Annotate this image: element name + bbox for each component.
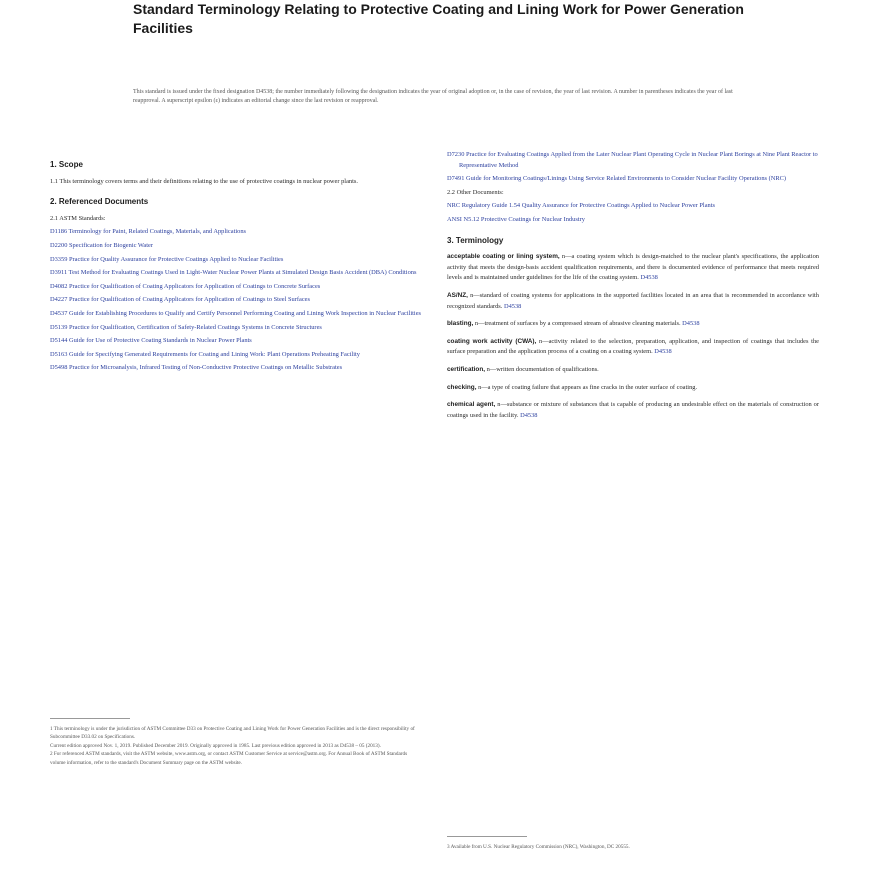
document-title: Standard Terminology Relating to Protective Coating and Lining Work for Power Generation Facilities <box>133 1 744 36</box>
term-entry <box>447 252 819 284</box>
reference-item[interactable]: D3911 Test Method for Evaluating Coatings Used in Light-Water Nuclear Power Plants at Simulated Design Basis Accident (DBA) Conditions <box>50 269 417 277</box>
reference-item[interactable]: D1186 Terminology for Paint, Related Coatings, Materials, and Applications <box>50 228 247 236</box>
other-documents-subheading: 2.2 Other Documents: <box>447 188 504 196</box>
section-heading-terminology: 3. Terminology <box>447 235 504 245</box>
astm-standards-subheading: 2.1 ASTM Standards: <box>50 214 106 222</box>
term-standard-link[interactable]: D4538 <box>640 274 658 282</box>
term-name: acceptable coating or lining system, <box>447 253 560 261</box>
footnotes <box>50 718 422 767</box>
term-name: checking, <box>447 383 477 391</box>
term-standard-link[interactable]: D4538 <box>682 320 700 328</box>
reference-item[interactable]: D2200 Specification for Biogenic Water <box>50 241 154 249</box>
section-heading-references: 2. Referenced Documents <box>50 197 149 207</box>
term-name: blasting, <box>447 320 474 328</box>
term-entry <box>447 400 819 421</box>
reference-item[interactable]: D5498 Practice for Microanalysis, Infrared Testing of Non-Conductive Protective Coatings on Metallic Substrates <box>50 364 343 372</box>
right-footnotes <box>447 836 819 851</box>
reference-item[interactable]: NRC Regulatory Guide 1.54 Quality Assurance for Protective Coatings Applied to Nuclear Power Plants <box>447 202 716 210</box>
term-entry <box>447 319 819 330</box>
term-standard-link[interactable]: D4538 <box>503 302 522 310</box>
footnote-divider <box>50 718 130 719</box>
reference-item[interactable]: D5139 Practice for Qualification, Certification of Safety-Related Coatings Systems in Concrete Structures <box>50 323 322 331</box>
term-definition: n—written documentation of qualifications. <box>486 365 599 373</box>
footnote: 2 For referenced ASTM standards, visit the ASTM website, www.astm.org, or contact ASTM Customer Service at service@astm.org. For Annual Book of ASTM Standards volume information, refer to the standard's Document Summary page on the ASTM website. <box>50 751 408 766</box>
left-column <box>50 150 422 377</box>
term-definition: n—substance or mixture of substances that is capable of producing an undesirable effect on the materials of construction or coatings used in the facility. <box>447 401 819 419</box>
term-entry <box>447 383 819 394</box>
designation-note: This standard is issued under the fixed designation D4538; the number immediately following the designation indicates the year of original adoption or, in the case of revision, the year of last revision. A number in parentheses indicates the year of last reapproval. A superscript epsilon (ε) indicates an editorial change since the last revision or reapproval. <box>133 89 733 104</box>
footnote: 1 This terminology is under the jurisdiction of ASTM Committee D33 on Protective Coating and Lining Work for Power Generation Facilities and is the direct responsibility of Subcommittee D33.02 on Specifications. <box>50 726 415 741</box>
reference-item[interactable]: D4082 Practice for Qualification of Coating Applicators for Application of Coatings to Concrete Surfaces <box>50 282 321 290</box>
footnote-divider <box>447 836 527 837</box>
reference-item[interactable]: D5163 Guide for Specifying Generated Requirements for Coating and Lining Work: Plant Operations Preheating Facility <box>50 350 360 358</box>
term-name: coating work activity (CWA), <box>447 337 537 345</box>
term-definition: n—treatment of surfaces by a compressed stream of abrasive cleaning materials. <box>474 320 681 328</box>
term-entry <box>447 291 819 312</box>
reference-item[interactable]: D5144 Guide for Use of Protective Coating Standards in Nuclear Power Plants <box>50 337 252 345</box>
term-definition: n—activity related to the selection, preparation, application, and inspection of coatings that includes the surface preparation and the application process of a coating on a coating system. <box>447 337 819 356</box>
term-name: certification, <box>447 365 485 373</box>
term-standard-link[interactable]: D4538 <box>654 348 672 356</box>
reference-item[interactable]: D3359 Practice for Quality Assurance for Protective Coatings Applied to Nuclear Facilities <box>50 255 284 263</box>
term-standard-link[interactable]: D4538 <box>520 411 538 419</box>
term-definition: n—a type of coating failure that appears as fine cracks in the outer surface of coating. <box>478 383 698 391</box>
footnote: 3 Available from U.S. Nuclear Regulatory Commission (NRC), Washington, DC 20555. <box>447 844 630 850</box>
term-entry <box>447 337 819 358</box>
term-name: AS/NZ, <box>447 291 468 299</box>
reference-item[interactable]: ANSI N5.12 Protective Coatings for Nuclear Industry <box>447 215 585 223</box>
section-heading-scope: 1. Scope <box>50 160 83 169</box>
term-name: chemical agent, <box>447 401 496 409</box>
reference-item[interactable]: D4227 Practice for Qualification of Coating Applicators for Application of Coatings to Steel Surfaces <box>50 296 311 304</box>
term-definition: n—a coating system which is design-matched to the nuclear plant's specifications, the application activity that meets the design-basis accident qualification requirements, and there is documented evidence of performance that meets required levels and is maintained under guidelines for the life of the coating system. <box>447 253 819 282</box>
footnote: Current edition approved Nov. 1, 2019. Published December 2019. Originally approved in 1985. Last previous edition approved in 2013 as D4538 – 05 (2013). <box>50 742 381 749</box>
term-definition: n—standard of coating systems for applications in the supported facilities located in an area that is recommended in accordance with recognized standards. <box>447 291 819 310</box>
right-column <box>447 150 819 428</box>
reference-item[interactable]: D4537 Guide for Establishing Procedures to Qualify and Certify Personnel Performing Coating and Lining Work Inspection in Nuclear Facilities <box>50 309 422 317</box>
reference-item[interactable]: D7491 Guide for Monitoring Coatings/Linings Using Service Related Environments to Consider Nuclear Facility Operations (NRC) <box>447 175 787 183</box>
term-entry <box>447 365 819 376</box>
scope-paragraph: 1.1 This terminology covers terms and their definitions relating to the use of protective coatings in nuclear power plants. <box>50 177 358 185</box>
reference-item[interactable]: D7230 Practice for Evaluating Coatings Applied from the Later Nuclear Plant Operating Cycle in Nuclear Plant Borings at Nine Plant Reactor to Representative Method <box>447 151 818 169</box>
